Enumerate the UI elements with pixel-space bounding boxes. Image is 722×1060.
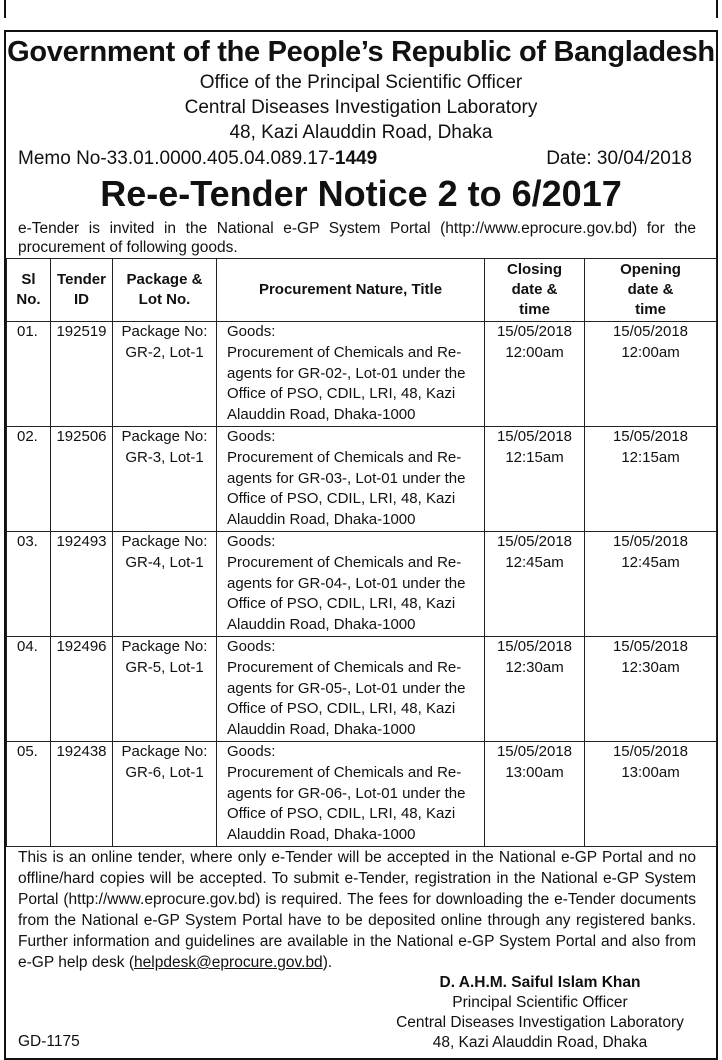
cell-nature: Goods: Procurement of Chemicals and Re- agents for GR-02-, Lot-01 under the Office of PSO, CDIL, LRI, 48, Kazi Alauddin Road, Dhaka-1000 (217, 322, 485, 427)
notice-date: Date: 30/04/2018 (546, 148, 692, 169)
cell-package: Package No: GR-3, Lot-1 (113, 427, 217, 532)
memo-number: Memo No-33.01.0000.405.04.089.17-1449 (18, 148, 378, 169)
cell-sl: 04. (7, 637, 51, 742)
cell-closing: 15/05/2018 13:00am (485, 742, 585, 847)
top-border (4, 0, 718, 18)
header-opening: Opening date & time (585, 259, 717, 322)
cell-package: Package No: GR-2, Lot-1 (113, 322, 217, 427)
table-header (7, 259, 717, 322)
cell-sl: 01. (7, 322, 51, 427)
header-package: Package & Lot No. (113, 259, 217, 322)
tender-table (6, 258, 717, 847)
cell-package: Package No: GR-5, Lot-1 (113, 637, 217, 742)
closing-text: This is an online tender, where only e-Tender will be accepted in the National e-GP Portal and no offline/hard copies will be accepted. To submit e-Tender, registration in the National e-GP System Portal (http://www.eprocure.gov.bd) is required. The fees for downloading the e-Tender documents from the National e-GP System Portal have to be deposited online through any registered banks. Further information and guidelines are available in the National e-GP System Portal and also from e-GP help desk (helpdesk@eprocure.gov.bd). (18, 849, 696, 971)
cell-opening: 15/05/2018 12:30am (585, 637, 717, 742)
cell-opening: 15/05/2018 12:00am (585, 322, 717, 427)
cell-closing: 15/05/2018 12:45am (485, 532, 585, 637)
cell-tender-id: 192496 (51, 637, 113, 742)
cell-tender-id: 192519 (51, 322, 113, 427)
cell-opening: 15/05/2018 13:00am (585, 742, 717, 847)
signatory-name: D. A.H.M. Saiful Islam Khan (439, 974, 641, 991)
notice-title: Re-e-Tender Notice 2 to 6/2017 (100, 173, 622, 214)
cell-nature: Goods: Procurement of Chemicals and Re- agents for GR-03-, Lot-01 under the Office of PSO, CDIL, LRI, 48, Kazi Alauddin Road, Dhaka-1000 (217, 427, 485, 532)
gd-number: GD-1175 (18, 1033, 80, 1050)
cell-sl: 05. (7, 742, 51, 847)
table-row (7, 637, 717, 742)
header-closing: Closing date & time (485, 259, 585, 322)
header-sl: Sl No. (7, 259, 51, 322)
header-nature: Procurement Nature, Title (217, 259, 485, 322)
intro-text: e-Tender is invited in the National e-GP System Portal (http://www.eprocure.gov.bd) for the procurement of following goods. (18, 220, 696, 256)
signatory-lab: Central Diseases Investigation Laboratory (396, 1014, 684, 1031)
cell-tender-id: 192506 (51, 427, 113, 532)
helpdesk-email-link[interactable]: helpdesk@eprocure.gov.bd (134, 954, 323, 971)
table-row (7, 532, 717, 637)
signatory-address: 48, Kazi Alauddin Road, Dhaka (432, 1034, 648, 1051)
cell-nature: Goods: Procurement of Chemicals and Re- agents for GR-04-, Lot-01 under the Office of PSO, CDIL, LRI, 48, Kazi Alauddin Road, Dhaka-1000 (217, 532, 485, 637)
table-row (7, 742, 717, 847)
cell-tender-id: 192493 (51, 532, 113, 637)
cell-nature: Goods: Procurement of Chemicals and Re- agents for GR-05-, Lot-01 under the Office of PSO, CDIL, LRI, 48, Kazi Alauddin Road, Dhaka-1000 (217, 637, 485, 742)
cell-package: Package No: GR-4, Lot-1 (113, 532, 217, 637)
lab-name: Central Diseases Investigation Laboratory (184, 97, 538, 118)
cell-closing: 15/05/2018 12:30am (485, 637, 585, 742)
cell-nature: Goods: Procurement of Chemicals and Re- agents for GR-06-, Lot-01 under the Office of PSO, CDIL, LRI, 48, Kazi Alauddin Road, Dhaka-1000 (217, 742, 485, 847)
cell-closing: 15/05/2018 12:00am (485, 322, 585, 427)
cell-package: Package No: GR-6, Lot-1 (113, 742, 217, 847)
cell-closing: 15/05/2018 12:15am (485, 427, 585, 532)
office-address: 48, Kazi Alauddin Road, Dhaka (229, 122, 493, 143)
table-row (7, 322, 717, 427)
government-title: Government of the People’s Republic of Bangladesh (7, 36, 715, 68)
office-name: Office of the Principal Scientific Officer (199, 72, 523, 93)
cell-sl: 03. (7, 532, 51, 637)
header-tender-id: Tender ID (51, 259, 113, 322)
signatory-designation: Principal Scientific Officer (452, 994, 628, 1011)
cell-tender-id: 192438 (51, 742, 113, 847)
cell-opening: 15/05/2018 12:45am (585, 532, 717, 637)
cell-opening: 15/05/2018 12:15am (585, 427, 717, 532)
cell-sl: 02. (7, 427, 51, 532)
table-row (7, 427, 717, 532)
